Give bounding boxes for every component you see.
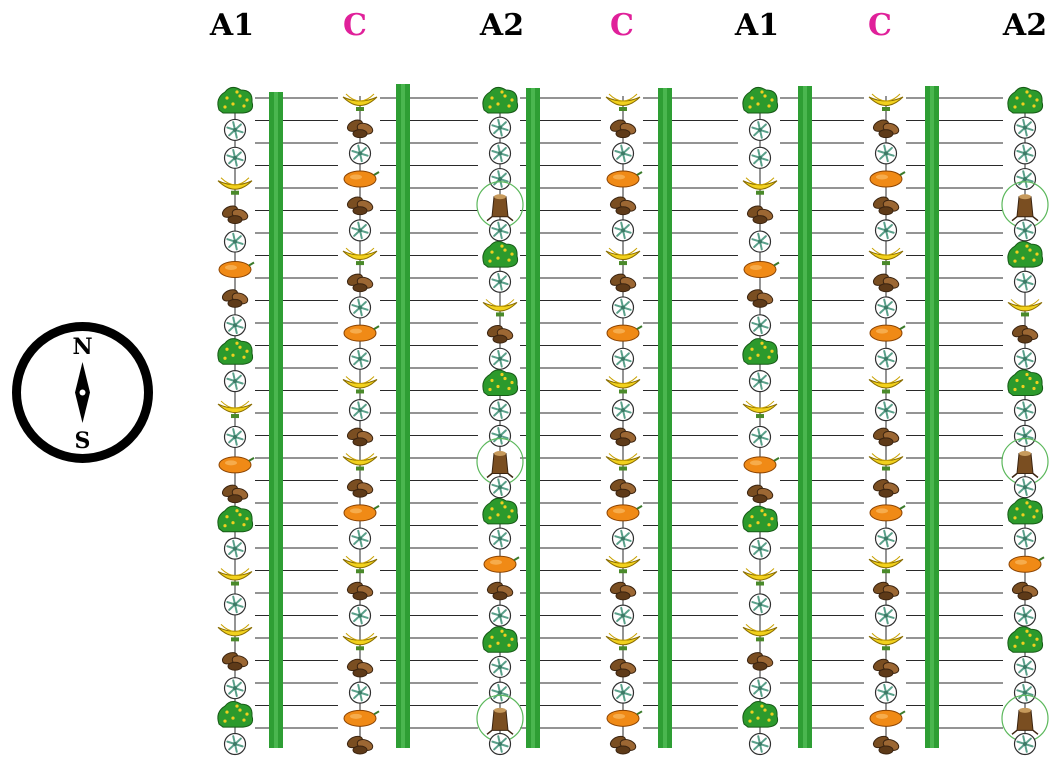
papaya-icon <box>219 457 254 473</box>
green-bush-icon <box>218 339 253 365</box>
palm-tree-icon <box>225 231 246 252</box>
palm-tree-icon <box>1015 117 1036 138</box>
cocoa-pod-icon <box>872 195 901 215</box>
green-bush-icon <box>743 339 778 365</box>
papaya-icon <box>607 710 642 726</box>
palm-tree-icon <box>1015 348 1036 369</box>
row-label: A2 <box>1002 8 1048 43</box>
cocoa-pod-icon <box>609 477 638 497</box>
cocoa-pod-icon <box>609 426 638 446</box>
palm-tree-icon <box>490 605 511 626</box>
palm-tree-icon <box>490 348 511 369</box>
palm-tree-icon <box>750 119 771 140</box>
palm-tree-icon <box>613 143 634 164</box>
palm-tree-icon <box>750 594 771 615</box>
palm-tree-icon <box>350 143 371 164</box>
papaya-icon <box>744 261 779 277</box>
green-bush-icon <box>1008 498 1043 524</box>
cocoa-pod-icon <box>872 118 901 138</box>
green-bush-icon <box>483 370 518 396</box>
cocoa-pod-icon <box>346 195 375 215</box>
cocoa-pod-icon <box>746 483 775 503</box>
palm-tree-icon <box>876 220 897 241</box>
green-bush-icon <box>1008 627 1043 653</box>
palm-tree-icon <box>350 528 371 549</box>
green-bush-icon <box>483 242 518 268</box>
palm-tree-icon <box>750 538 771 559</box>
cocoa-pod-icon <box>346 477 375 497</box>
papaya-icon <box>607 505 642 521</box>
cocoa-pod-icon <box>872 272 901 292</box>
palm-tree-icon <box>613 605 634 626</box>
grass-strip <box>269 92 283 748</box>
palm-tree-icon <box>750 231 771 252</box>
papaya-icon <box>870 171 905 187</box>
palm-tree-icon <box>613 348 634 369</box>
green-bush-icon <box>743 506 778 532</box>
palm-tree-icon <box>876 605 897 626</box>
palm-tree-icon <box>613 682 634 703</box>
tree-row <box>606 94 642 754</box>
compass-north-label: N <box>72 334 93 360</box>
cocoa-pod-icon <box>872 580 901 600</box>
palm-tree-icon <box>225 594 246 615</box>
papaya-icon <box>344 325 379 341</box>
cocoa-pod-icon <box>1011 580 1040 600</box>
cocoa-pod-icon <box>872 477 901 497</box>
cocoa-pod-icon <box>872 657 901 677</box>
cocoa-pod-icon <box>221 483 250 503</box>
palm-tree-icon <box>1015 425 1036 446</box>
palm-tree-icon <box>350 605 371 626</box>
cocoa-pod-icon <box>486 580 515 600</box>
palm-tree-icon <box>1015 271 1036 292</box>
palm-tree-icon <box>350 348 371 369</box>
compass-icon <box>10 320 155 465</box>
palm-tree-icon <box>350 297 371 318</box>
cocoa-pod-icon <box>346 272 375 292</box>
palm-tree-icon <box>1015 734 1036 755</box>
green-bush-icon <box>743 702 778 728</box>
cocoa-pod-icon <box>221 650 250 670</box>
cocoa-pod-icon <box>1011 323 1040 343</box>
papaya-icon <box>344 171 379 187</box>
green-bush-icon <box>218 702 253 728</box>
papaya-icon <box>870 325 905 341</box>
palm-tree-icon <box>490 528 511 549</box>
palm-tree-icon <box>1015 220 1036 241</box>
palm-tree-icon <box>490 400 511 421</box>
palm-tree-icon <box>876 682 897 703</box>
green-bush-icon <box>483 627 518 653</box>
papaya-icon <box>344 505 379 521</box>
cocoa-pod-icon <box>872 734 901 754</box>
palm-tree-icon <box>350 220 371 241</box>
palm-tree-icon <box>225 678 246 699</box>
cocoa-pod-icon <box>746 650 775 670</box>
cocoa-pod-icon <box>346 426 375 446</box>
palm-tree-icon <box>490 425 511 446</box>
tree-row <box>1002 87 1048 754</box>
cocoa-pod-icon <box>609 118 638 138</box>
palm-tree-icon <box>225 734 246 755</box>
palm-tree-icon <box>490 477 511 498</box>
palm-tree-icon <box>750 678 771 699</box>
palm-tree-icon <box>613 297 634 318</box>
palm-tree-icon <box>876 143 897 164</box>
palm-tree-icon <box>1015 682 1036 703</box>
cocoa-pod-icon <box>609 657 638 677</box>
papaya-icon <box>870 505 905 521</box>
green-bush-icon <box>483 87 518 113</box>
palm-tree-icon <box>490 734 511 755</box>
cocoa-pod-icon <box>346 118 375 138</box>
green-bush-icon <box>743 87 778 113</box>
palm-tree-icon <box>350 400 371 421</box>
palm-tree-icon <box>876 297 897 318</box>
palm-tree-icon <box>225 371 246 392</box>
grass-strip <box>396 84 410 748</box>
cocoa-pod-icon <box>346 734 375 754</box>
cocoa-pod-icon <box>609 580 638 600</box>
tree-row <box>477 87 523 754</box>
grass-strip <box>798 86 812 748</box>
palm-tree-icon <box>225 538 246 559</box>
green-bush-icon <box>1008 370 1043 396</box>
palm-tree-icon <box>490 143 511 164</box>
grass-strip <box>658 88 672 748</box>
cocoa-pod-icon <box>746 204 775 224</box>
green-bush-icon <box>1008 87 1043 113</box>
row-label: A1 <box>209 8 255 43</box>
papaya-icon <box>1009 556 1044 572</box>
palm-tree-icon <box>1015 605 1036 626</box>
row-label: C <box>868 8 892 43</box>
cocoa-pod-icon <box>609 195 638 215</box>
tree-row <box>343 94 379 754</box>
cocoa-pod-icon <box>221 204 250 224</box>
palm-tree-icon <box>1015 528 1036 549</box>
tree-row <box>869 94 905 754</box>
palm-tree-icon <box>750 315 771 336</box>
cocoa-pod-icon <box>872 426 901 446</box>
papaya-icon <box>607 325 642 341</box>
compass-south-label: S <box>74 428 91 454</box>
papaya-icon <box>607 171 642 187</box>
cocoa-pod-icon <box>221 287 250 307</box>
palm-tree-icon <box>750 371 771 392</box>
cocoa-pod-icon <box>609 734 638 754</box>
green-bush-icon <box>218 87 253 113</box>
palm-tree-icon <box>490 169 511 190</box>
cocoa-pod-icon <box>346 580 375 600</box>
palm-tree-icon <box>1015 656 1036 677</box>
palm-tree-icon <box>490 656 511 677</box>
cocoa-pod-icon <box>346 657 375 677</box>
palm-tree-icon <box>490 117 511 138</box>
papaya-icon <box>744 457 779 473</box>
green-bush-icon <box>218 506 253 532</box>
palm-tree-icon <box>876 400 897 421</box>
tree-row <box>218 87 254 754</box>
palm-tree-icon <box>490 271 511 292</box>
palm-tree-icon <box>1015 143 1036 164</box>
tree-row <box>743 87 779 754</box>
papaya-icon <box>870 710 905 726</box>
palm-tree-icon <box>613 528 634 549</box>
palm-tree-icon <box>490 682 511 703</box>
cocoa-pod-icon <box>609 272 638 292</box>
papaya-icon <box>484 556 519 572</box>
palm-tree-icon <box>225 147 246 168</box>
grass-strip <box>526 88 540 748</box>
palm-tree-icon <box>876 528 897 549</box>
row-label: C <box>610 8 634 43</box>
palm-tree-icon <box>613 400 634 421</box>
palm-tree-icon <box>490 220 511 241</box>
palm-tree-icon <box>225 426 246 447</box>
palm-tree-icon <box>225 315 246 336</box>
row-label: A1 <box>734 8 780 43</box>
green-bush-icon <box>483 498 518 524</box>
palm-tree-icon <box>1015 477 1036 498</box>
papaya-icon <box>219 261 254 277</box>
green-bush-icon <box>1008 242 1043 268</box>
palm-tree-icon <box>750 426 771 447</box>
grass-strip <box>925 86 939 748</box>
palm-tree-icon <box>350 682 371 703</box>
palm-tree-icon <box>1015 169 1036 190</box>
palm-tree-icon <box>876 348 897 369</box>
compass <box>10 320 155 465</box>
palm-tree-icon <box>750 147 771 168</box>
palm-tree-icon <box>225 119 246 140</box>
palm-tree-icon <box>750 734 771 755</box>
papaya-icon <box>344 710 379 726</box>
cocoa-pod-icon <box>746 287 775 307</box>
palm-tree-icon <box>1015 400 1036 421</box>
palm-tree-icon <box>613 220 634 241</box>
row-label: C <box>343 8 367 43</box>
row-label: A2 <box>479 8 525 43</box>
cocoa-pod-icon <box>486 323 515 343</box>
